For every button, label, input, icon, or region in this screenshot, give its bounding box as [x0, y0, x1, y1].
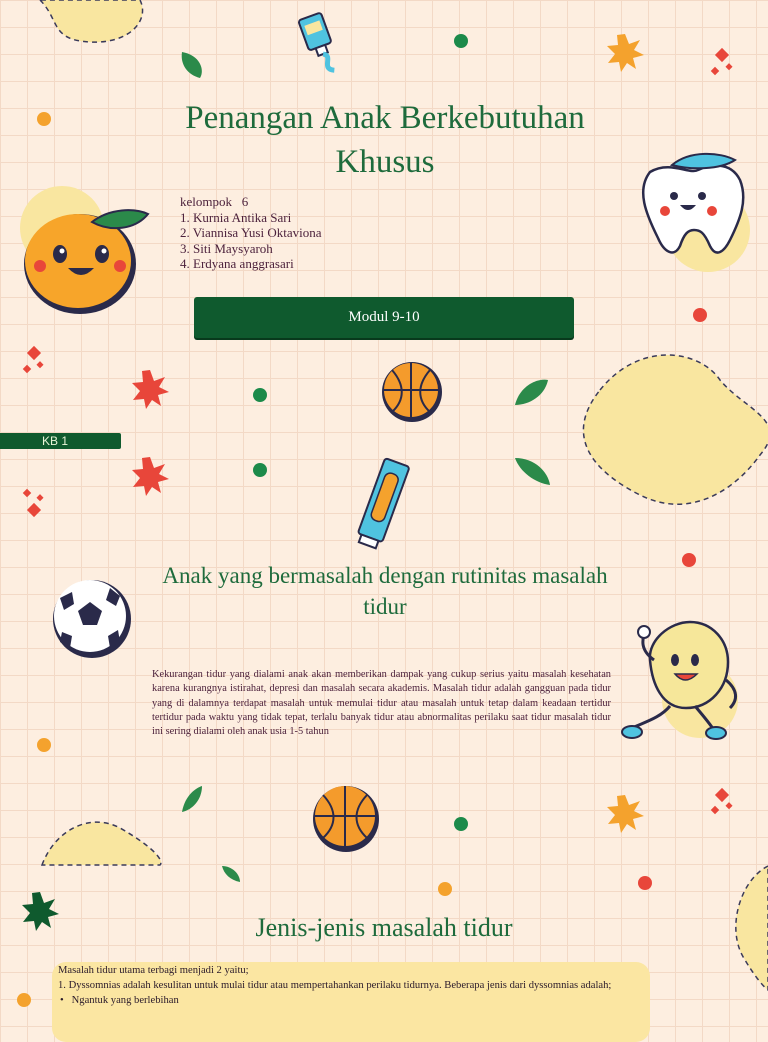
orange-dot — [37, 738, 51, 752]
toothpaste-icon — [298, 12, 341, 76]
card-text — [58, 963, 642, 1008]
green-dot — [454, 817, 468, 831]
dashed-blob — [736, 866, 768, 990]
group-members — [180, 194, 321, 272]
member-item: 2. Viannisa Yusi Oktaviona — [180, 225, 322, 240]
starburst-icon — [22, 892, 59, 931]
red-dot — [693, 308, 707, 322]
diamond-icon — [23, 346, 44, 373]
red-dot — [638, 876, 652, 890]
section-paragraph: Kekurangan tidur yang dialami anak akan memberikan dampak yang cukup serius yaitu masalah kesehatan karena kurangnya istirahat, depresi dan masalah secara akademis. Masalah tidur adalah gangguan pada tidur yang di dalamnya terdapat masalah untuk memulai tidur atau masalah untuk tetap dalam keadaan tertidur tertidur pada waktu yang tidak tepat, terlalu banyak tidur atau abnormalitas perilaku saat tidur masalah tidur ini sering dialami oleh anak usia 1-5 tahun — [152, 669, 611, 738]
toothpaste-tube-icon — [355, 458, 410, 550]
diamond-icon — [23, 489, 44, 517]
diamond-icon — [711, 48, 733, 75]
basketball-icon — [313, 786, 379, 852]
green-dot — [253, 463, 267, 477]
starburst-icon — [132, 370, 169, 409]
dashed-blob — [40, 0, 143, 42]
section-title: Anak yang bermasalah dengan rutinitas masalah tidur — [162, 563, 608, 619]
card-bullet: • Ngantuk yang berlebihan — [60, 995, 179, 1006]
dashed-blob — [583, 355, 768, 504]
section-title: Jenis-jenis masalah tidur — [255, 913, 513, 942]
leaf-icon — [182, 52, 202, 78]
starburst-icon — [607, 795, 644, 833]
page-title: Penangan Anak Berkebutuhan Khusus — [185, 100, 585, 180]
leaf-icon — [515, 380, 548, 405]
soccer-ball-icon — [53, 580, 131, 658]
bullet-text: Ngantuk yang berlebihan — [71, 995, 179, 1006]
basketball-icon — [382, 362, 442, 422]
orange-dot — [37, 112, 51, 126]
orange-dot — [17, 993, 31, 1007]
green-dot — [454, 34, 468, 48]
red-dot — [682, 553, 696, 567]
green-dot — [253, 388, 267, 402]
card-intro: Masalah tidur utama terbagi menjadi 2 yaitu; — [58, 965, 249, 976]
kb-banner: KB 1 — [0, 433, 121, 449]
member-item: 1. Kurnia Antika Sari — [180, 209, 292, 225]
leaf-icon — [515, 458, 550, 485]
leaf-icon — [182, 786, 202, 812]
card-item: 1. Dyssomnias adalah kesulitan untuk mulai tidur atau mempertahankan perilaku tidurnya. Beberapa jenis dari dyssomnias adalah; — [58, 980, 612, 991]
group-heading: kelompok 6 — [180, 194, 249, 209]
orange-dot — [438, 882, 452, 896]
diamond-icon — [711, 788, 733, 814]
member-item: 4. Erdyana anggrasari — [180, 256, 294, 271]
dashed-blob — [42, 822, 161, 865]
starburst-icon — [607, 34, 644, 72]
member-item: 3. Siti Maysyaroh — [180, 240, 273, 256]
starburst-icon — [132, 457, 169, 496]
leaf-icon — [222, 866, 240, 882]
modul-banner: Modul 9-10 — [194, 297, 574, 338]
